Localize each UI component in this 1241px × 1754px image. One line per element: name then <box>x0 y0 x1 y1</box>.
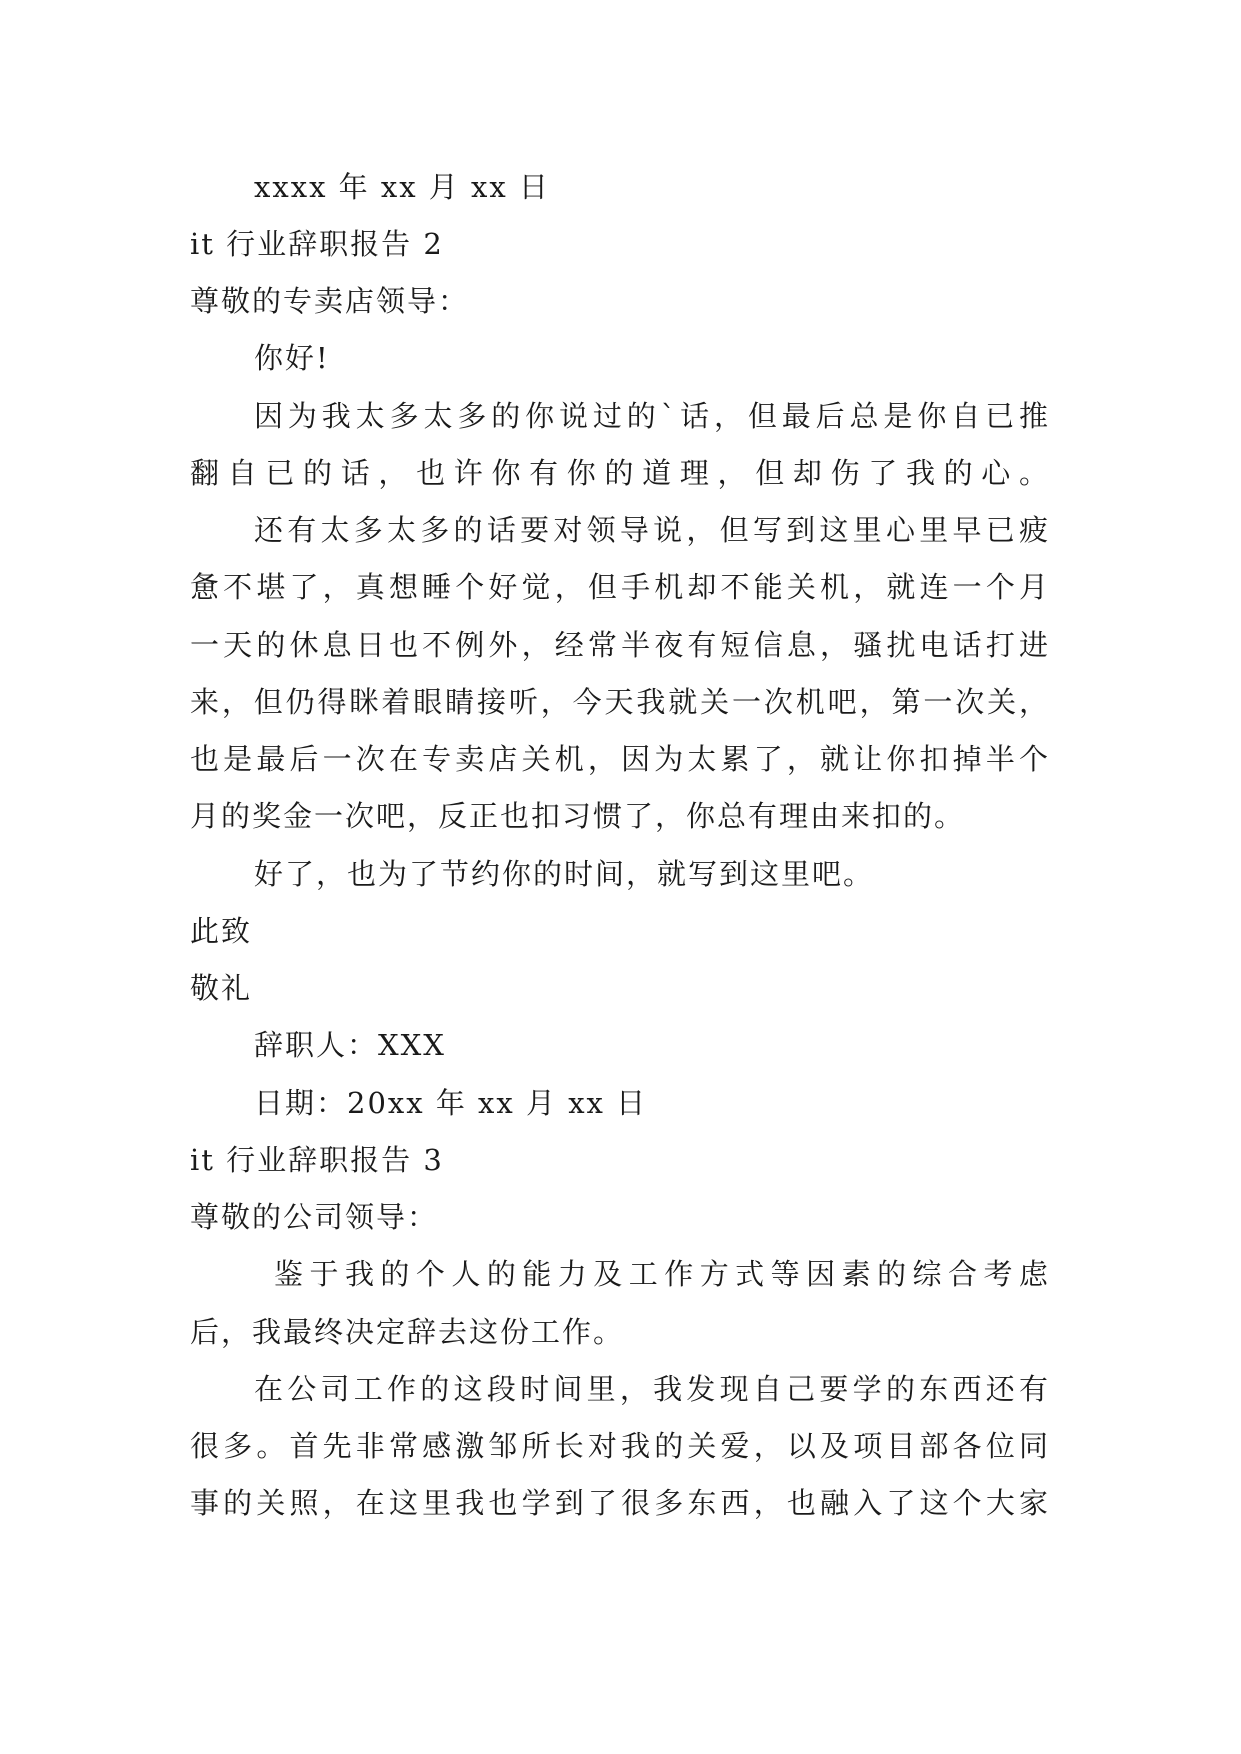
signature-date-line: 日期：20xx 年 xx 月 xx 日 <box>254 1086 648 1120</box>
salutation: 尊敬的专卖店领导： <box>190 284 470 318</box>
paragraph-line: 在公司工作的这段时间里，我发现自己要学的东西还有 <box>254 1372 1050 1406</box>
report-title-3: it 行业辞职报告 3 <box>190 1143 444 1177</box>
greeting: 你好! <box>254 341 330 375</box>
paragraph-line: 翻自已的话，也许你有你的道理，但却伤了我的心。 <box>190 456 1050 490</box>
report-title-2: it 行业辞职报告 2 <box>190 227 444 261</box>
paragraph-line: 一天的休息日也不例外，经常半夜有短信息，骚扰电话打进 <box>190 628 1050 662</box>
paragraph-line: 后，我最终决定辞去这份工作。 <box>190 1315 625 1349</box>
closing-line: 敬礼 <box>190 971 253 1005</box>
paragraph-line: 也是最后一次在专卖店关机，因为太累了，就让你扣掉半个 <box>190 742 1050 776</box>
paragraph-line: 事的关照，在这里我也学到了很多东西，也融入了这个大家 <box>190 1486 1050 1520</box>
salutation: 尊敬的公司领导： <box>190 1200 439 1234</box>
paragraph-line: 来，但仍得眯着眼睛接听，今天我就关一次机吧，第一次关， <box>190 685 1050 719</box>
paragraph-line: 好了，也为了节约你的时间，就写到这里吧。 <box>254 857 875 891</box>
paragraph-line: 惫不堪了，真想睡个好觉，但手机却不能关机，就连一个月 <box>190 570 1050 604</box>
paragraph-line: 鉴于我的个人的能力及工作方式等因素的综合考虑 <box>274 1257 1050 1291</box>
signer-line: 辞职人：XXX <box>254 1028 446 1062</box>
paragraph-line: 因为我太多太多的你说过的`话，但最后总是你自已推 <box>254 399 1050 433</box>
paragraph-line: 还有太多太多的话要对领导说，但写到这里心里早已疲 <box>254 513 1050 547</box>
paragraph-line: 很多。首先非常感激邹所长对我的关爱，以及项目部各位同 <box>190 1429 1050 1463</box>
closing-line: 此致 <box>190 914 253 948</box>
paragraph-line: 月的奖金一次吧，反正也扣习惯了，你总有理由来扣的。 <box>190 799 966 833</box>
date-line: xxxx 年 xx 月 xx 日 <box>254 170 550 204</box>
